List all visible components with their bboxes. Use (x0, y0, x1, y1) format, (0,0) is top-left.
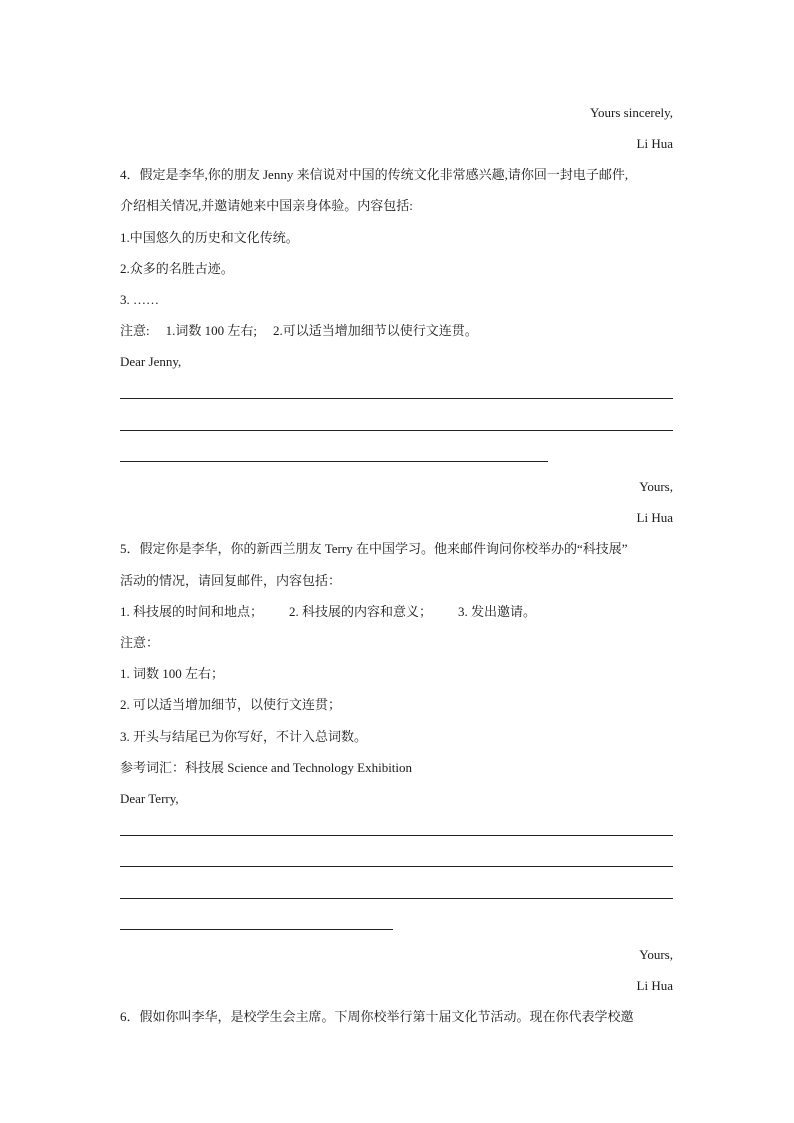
q5-answer-line-3[interactable] (120, 898, 673, 899)
q5-points (120, 603, 673, 621)
q5-signature: Li Hua (636, 978, 673, 993)
q5-point-3: 3. 发出邀请。 (458, 604, 537, 619)
q5-note-label: 注意： (120, 635, 160, 650)
q5-answer-line-1[interactable] (120, 835, 673, 836)
q5-answer-line-2[interactable] (120, 866, 673, 867)
q5-note-2: 2. 可以适当增加细节，以使行文连贯； (120, 697, 342, 712)
q5-prompt-line1: 5．假定你是李华，你的新西兰朋友 Terry 在中国学习。他来邮件询问你校举办的“科技展” (120, 541, 628, 556)
q4-answer-line-2[interactable] (120, 430, 673, 431)
q4-notes (120, 322, 673, 340)
q4-item-2: 2.众多的名胜古迹。 (120, 261, 234, 276)
q4-note-2: 2.可以适当增加细节以使行文连贯。 (273, 323, 478, 338)
q5-note-1: 1. 词数 100 左右； (120, 666, 225, 681)
q4-signoff: Yours, (639, 479, 673, 494)
q4-note-1: 1.词数 100 左右; (165, 323, 257, 338)
q5-point-2: 2. 科技展的内容和意义； (289, 604, 433, 619)
q5-signoff: Yours, (639, 947, 673, 962)
q5-prompt-line2: 活动的情况，请回复邮件，内容包括： (120, 573, 342, 588)
q5-vocabulary: 参考词汇：科技展 Science and Technology Exhibition (120, 760, 413, 775)
prev-signature: Li Hua (636, 136, 673, 151)
q4-prompt-line1: 4．假定是李华,你的朋友 Jenny 来信说对中国的传统文化非常感兴趣,请你回一封电子邮件, (120, 167, 629, 182)
prev-signoff: Yours sincerely, (589, 105, 673, 120)
q4-note-label: 注意: (120, 323, 150, 338)
q4-signature: Li Hua (636, 510, 673, 525)
q4-item-1: 1.中国悠久的历史和文化传统。 (120, 230, 299, 245)
q4-answer-line-1[interactable] (120, 398, 673, 399)
q5-point-1: 1. 科技展的时间和地点； (120, 604, 264, 619)
q6-prompt-line1: 6．假如你叫李华，是校学生会主席。下周你校举行第十届文化节活动。现在你代表学校邀 (120, 1009, 634, 1024)
q5-greeting: Dear Terry, (120, 791, 179, 806)
q5-note-3: 3. 开头与结尾已为你写好，不计入总词数。 (120, 729, 368, 744)
q4-greeting: Dear Jenny, (120, 354, 182, 369)
q4-prompt-line2: 介绍相关情况,并邀请她来中国亲身体验。内容包括: (120, 198, 413, 213)
q4-answer-line-3[interactable] (120, 461, 548, 462)
q4-item-3: 3. …… (120, 292, 159, 307)
q5-answer-line-4[interactable] (120, 929, 393, 930)
